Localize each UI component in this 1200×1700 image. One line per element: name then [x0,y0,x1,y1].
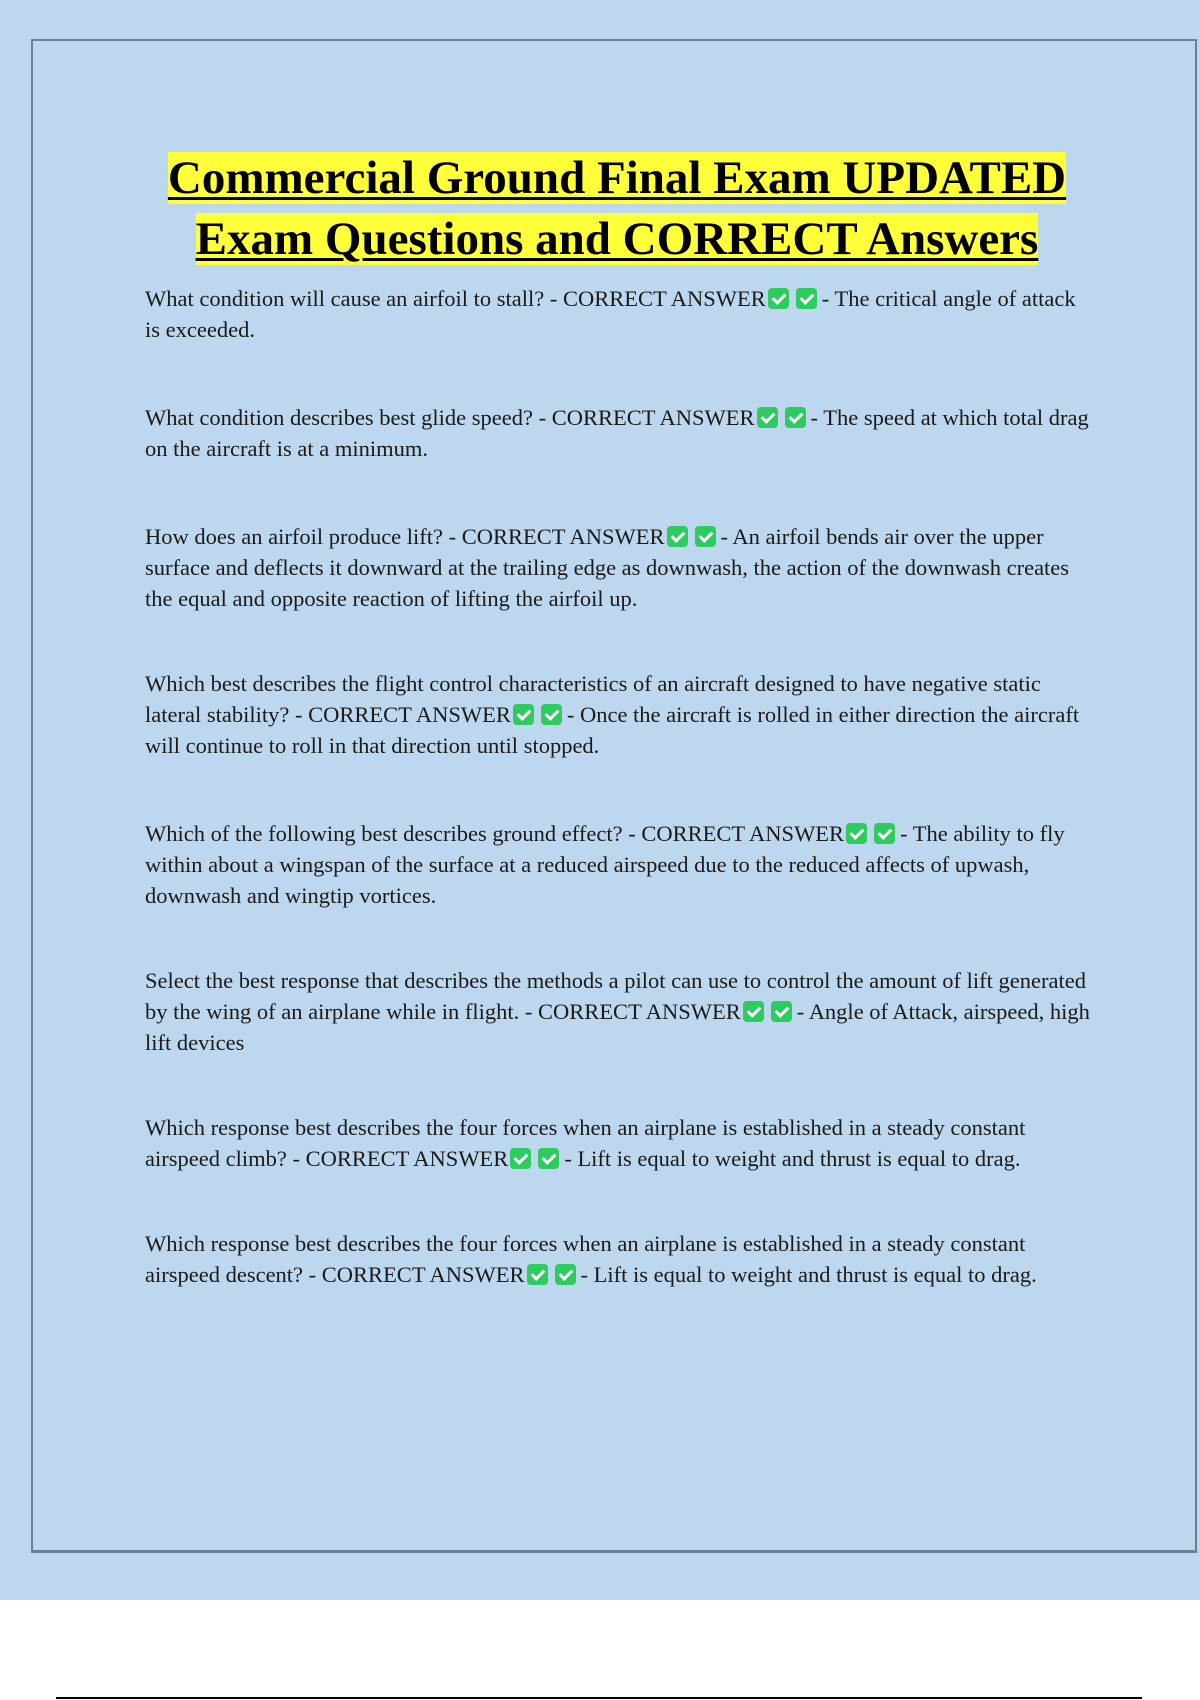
question-text: Which of the following best describes ground effect? [145,821,623,846]
answer-text: Once the aircraft is rolled in either direction the aircraft will continue to roll in that direction until stopped. [145,702,1080,758]
separator: - [544,286,564,311]
separator: - [796,999,809,1024]
question-text: How does an airfoil produce lift? [145,524,444,549]
check-mark-icon [510,1148,531,1169]
qa-list [145,283,1090,1290]
separator: - [720,524,733,549]
answer-text: Lift is equal to weight and thrust is equal to drag. [577,1146,1021,1171]
check-mark-icon [771,1001,792,1022]
answer-text: Angle of Attack, airspeed, high lift devices [145,999,1090,1055]
correct-answer-label: CORRECT ANSWER [641,821,845,846]
correct-answer-label: CORRECT ANSWER [305,1146,509,1171]
separator: - [900,821,913,846]
question-text: What condition describes best glide speed? [145,405,534,430]
check-mark-icon [757,407,778,428]
separator: - [519,999,539,1024]
separator: - [622,821,642,846]
correct-answer-label: CORRECT ANSWER [563,286,766,311]
separator: - [564,1146,578,1171]
separator: - [303,1262,322,1287]
title-line-2: Exam Questions and CORRECT Answers [195,213,1039,265]
qa-item [145,521,1090,614]
question-text: Which response best describes the four forces when an airplane is established in a steady constant airspeed descent? [145,1231,1026,1287]
check-mark-icon [527,1264,548,1285]
qa-item [145,283,1090,345]
check-mark-icon [846,823,867,844]
correct-answer-label: CORRECT ANSWER [461,524,665,549]
separator: - [566,702,580,727]
correct-answer-label: CORRECT ANSWER [538,999,741,1024]
answer-text: The speed at which total drag on the aircraft is at a minimum. [145,405,1089,461]
answer-text: An airfoil bends air over the upper surface and deflects it downward at the trailing edge as downwash, the action of the downwash creates the equal and opposite reaction of lifting the airfoil up. [145,524,1070,611]
qa-item [145,1228,1090,1290]
check-mark-icon [513,704,534,725]
page-divider [56,1697,1142,1699]
correct-answer-label: CORRECT ANSWER [308,702,511,727]
correct-answer-label: CORRECT ANSWER [551,405,755,430]
qa-item [145,965,1090,1058]
separator: - [443,524,462,549]
answer-text: The critical angle of attack is exceeded. [145,286,1076,342]
question-text: Select the best response that describes the methods a pilot can use to control the amount of lift generated by the wing of an airplane while in flight. [145,968,1086,1024]
correct-answer-label: CORRECT ANSWER [321,1262,525,1287]
check-mark-icon [768,288,789,309]
answer-text: Lift is equal to weight and thrust is equal to drag. [593,1262,1037,1287]
question-text: Which response best describes the four forces when an airplane is established in a steady constant airspeed climb? [145,1115,1026,1171]
question-text: Which best describes the flight control characteristics of an aircraft designed to have negative static lateral stability? [145,671,1041,727]
check-mark-icon [695,526,716,547]
answer-text: The ability to fly within about a wingspan of the surface at a reduced airspeed due to the reduced affects of upwash, downwash and wingtip vortices. [145,821,1065,908]
check-mark-icon [785,407,806,428]
separator: - [580,1262,594,1287]
qa-item [145,818,1090,911]
document-title [0,148,1200,270]
separator: - [821,286,835,311]
check-mark-icon [538,1148,559,1169]
qa-item [145,1112,1090,1174]
check-mark-icon [555,1264,576,1285]
separator: - [286,1146,306,1171]
title-line-1: Commercial Ground Final Exam UPDATED [167,152,1067,204]
separator: - [533,405,552,430]
check-mark-icon [667,526,688,547]
check-mark-icon [796,288,817,309]
question-text: What condition will cause an airfoil to stall? [145,286,545,311]
check-mark-icon [743,1001,764,1022]
separator: - [810,405,824,430]
check-mark-icon [874,823,895,844]
qa-item [145,668,1090,761]
separator: - [289,702,309,727]
check-mark-icon [541,704,562,725]
qa-item [145,402,1090,464]
